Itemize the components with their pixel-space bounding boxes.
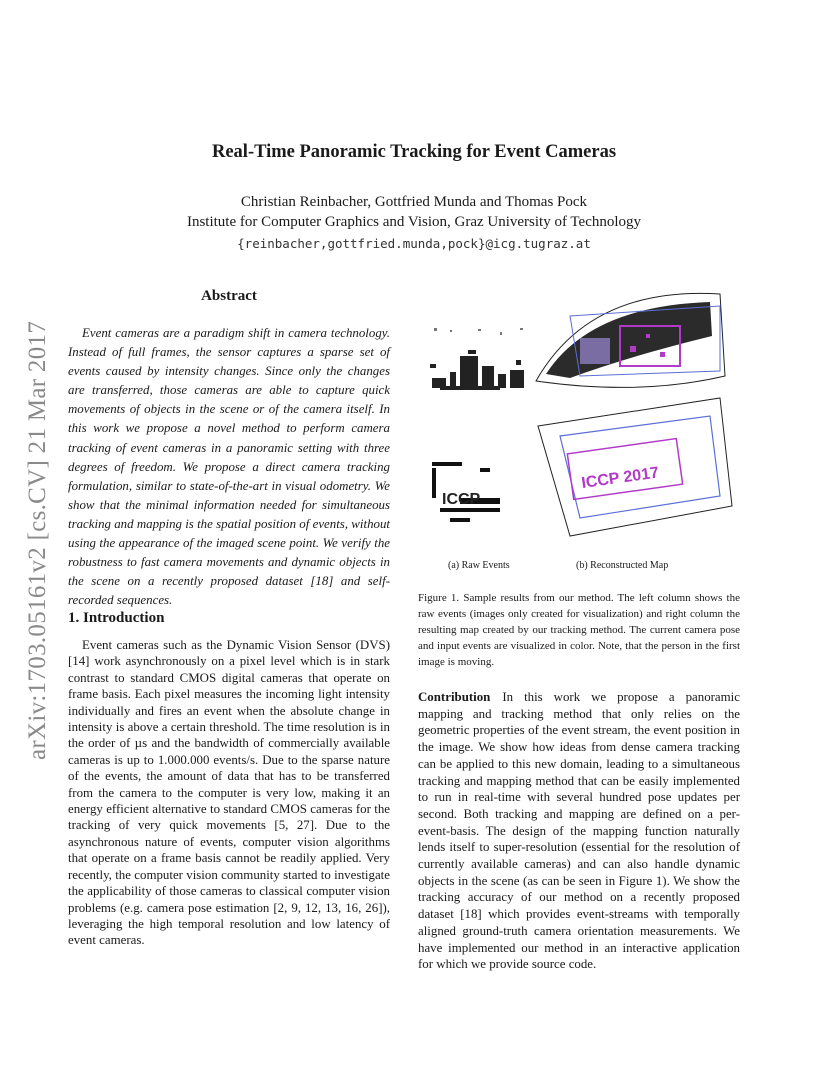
introduction-text: Event cameras such as the Dynamic Vision Sensor (DVS) [14] work asynchronously on a pixel level which is in stark contrast to standard CMOS digital cameras that operate on frame basis. Each pixel measures the incoming light intensity individually and fires an event when the absolute change in intensity is above a certain threshold. The time resolution is in the order of µs and the bandwidth of commercially available cameras is up to 1.000.000 events/s. Due to the sparse nature of the events, the amount of data that has to be transferred from the camera to the computer is very low, making it an energy efficient alternative to standard CMOS cameras for the tracking of very quick movements [5, 27]. Due to the asynchronous nature of events, computer vision algorithms that operate on a frame basis cannot be readily applied. Very recently, the computer vision community started to investigate the applicability of those cameras to classical computer vision problems (e.g. camera pose estimation [2, 9, 12, 13, 16, 26]), leveraging the high temporal resolution and low latency of event cameras.	[68, 638, 390, 948]
figure-sublabel-a: (a) Raw Events	[448, 560, 510, 571]
raw-events-panel-bottom	[428, 456, 533, 536]
arxiv-stamp-text: arXiv:1703.05161v2 [cs.CV] 21 Mar 2017	[24, 320, 51, 760]
figure-1	[420, 286, 742, 546]
paper-affiliation: Institute for Computer Graphics and Vision, Graz University of Technology	[186, 214, 642, 230]
paper-title: Real-Time Panoramic Tracking for Event Cameras	[211, 142, 617, 162]
raw-events-panel-top	[428, 326, 533, 396]
reconstructed-map-panel-bottom	[538, 398, 732, 536]
figure-caption: Figure 1. Sample results from our method. The left column shows the raw events (images only created for visualization) and right column the resulting map created by our tracking method. The current camera pose and input events are visualized in color. Note, that the person in the first image is moving.	[418, 592, 740, 668]
contribution-text: In this work we propose a panoramic mapping and tracking method that only relies on the geometric properties of the event stream, the event position in the image. We show how ideas from dense camera tracking can be applied to this new domain, leading to a simultaneous tracking and mapping method that can be easily implemented to run in real-time with several hundred pose updates per second. Both tracking and mapping are defined on a per-event-basis. The design of the mapping function naturally lends itself to super-resolution (essential for the resolution of currently available cameras) and can also handle dynamic objects in the scene (as can be seen in Figure 1). We show the tracking accuracy of our method on a recently proposed dataset [18] which provides event-streams with temporally aligned ground-truth camera orientation measurements. We have implemented our method in an interactive application for which we provide source code.	[418, 690, 740, 972]
contribution-heading: Contribution	[418, 690, 491, 704]
abstract-heading: Abstract	[201, 288, 257, 304]
iccp-logo-text: ICCP 2017	[580, 464, 661, 493]
figure-sublabel-b: (b) Reconstructed Map	[576, 560, 669, 571]
paper-emails: {reinbacher,gottfried.munda,pock}@icg.tugraz.at	[237, 236, 591, 251]
introduction-heading: 1. Introduction	[68, 610, 165, 626]
arxiv-stamp	[22, 290, 51, 760]
contribution-paragraph	[418, 689, 740, 973]
reconstructed-map-panel-top	[536, 293, 725, 387]
svg-text:ICCP: ICCP	[442, 491, 481, 508]
paper-authors: Christian Reinbacher, Gottfried Munda and Thomas Pock	[240, 194, 588, 210]
abstract-text: Event cameras are a paradigm shift in camera technology. Instead of full frames, the sensor captures a sparse set of events caused by intensity changes. Since only the changes are transferred, those cameras are able to capture quick movements of objects in the scene or of the camera itself. In this work we propose a novel method to perform camera tracking of event cameras in a panoramic setting with three degrees of freedom. We propose a direct camera tracking formulation, similar to state-of-the-art in visual odometry. We show that the minimal information needed for simultaneous tracking and mapping is the spatial position of events, without using the appearance of the imaged scene point. We verify the robustness to fast camera movements and dynamic objects in the scene on a recently proposed dataset [18] and self-recorded sequences.	[68, 326, 390, 608]
